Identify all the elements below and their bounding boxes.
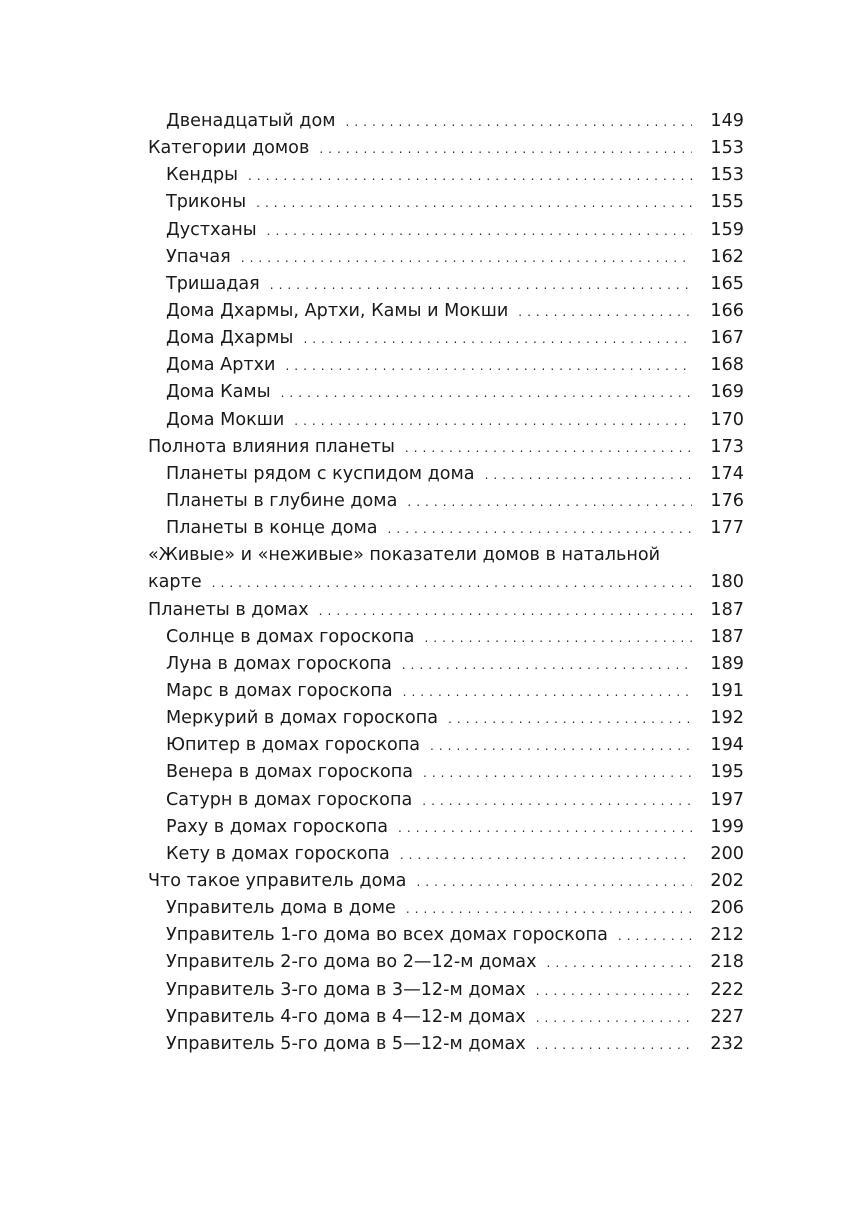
toc-entry bbox=[148, 787, 744, 814]
toc-entry bbox=[148, 977, 744, 1004]
toc-entry-page: 162 bbox=[710, 246, 744, 267]
dot-leader bbox=[212, 570, 692, 597]
toc-entry bbox=[148, 189, 744, 216]
dot-leader bbox=[398, 815, 692, 842]
toc-entry-page: 149 bbox=[710, 111, 744, 131]
dot-leader bbox=[536, 1032, 692, 1059]
dot-leader bbox=[294, 408, 692, 435]
dot-leader bbox=[430, 733, 692, 760]
toc-entry bbox=[148, 461, 744, 488]
dot-leader bbox=[346, 109, 692, 136]
toc-entry bbox=[148, 271, 744, 298]
dot-leader bbox=[618, 923, 692, 950]
toc-entry bbox=[148, 407, 744, 434]
toc-entry-page: 187 bbox=[710, 599, 744, 620]
toc-entry-page: 197 bbox=[710, 789, 744, 810]
toc-entry-title: Категории домов bbox=[148, 138, 310, 159]
toc-entry-title: Меркурий в домах гороскопа bbox=[166, 708, 439, 729]
toc-entry-page: 232 bbox=[710, 1033, 744, 1054]
toc-entry-title: Марс в домах гороскопа bbox=[166, 680, 393, 701]
toc-entry-page: 153 bbox=[710, 165, 744, 186]
dot-leader bbox=[406, 896, 692, 923]
dot-leader bbox=[319, 598, 692, 625]
toc-entry-title: Луна в домах гороскопа bbox=[166, 653, 392, 674]
toc-entry-title: Юпитер в домах гороскопа bbox=[166, 735, 421, 756]
toc-entry-title: Сатурн в домах гороскопа bbox=[166, 789, 413, 810]
toc-entry-title: Раху в домах гороскопа bbox=[166, 816, 389, 837]
toc-entry bbox=[148, 1004, 744, 1031]
dot-leader bbox=[536, 1005, 692, 1032]
toc-entry-title: Управитель 4-го дома в 4—12-м домах bbox=[166, 1006, 526, 1027]
toc-entry bbox=[148, 732, 744, 759]
toc-entry-title: Дома Артхи bbox=[166, 355, 276, 376]
toc-entry-page: 212 bbox=[710, 925, 744, 946]
toc-entry-page: 165 bbox=[710, 273, 744, 294]
toc-entry-title: Упачая bbox=[166, 246, 231, 267]
toc-entry bbox=[148, 298, 744, 325]
dot-leader bbox=[518, 299, 692, 326]
toc-entry-page: 202 bbox=[710, 870, 744, 891]
toc-entry-page: 170 bbox=[710, 409, 744, 430]
toc-entry-title: Солнце в домах гороскопа bbox=[166, 626, 415, 647]
toc-entry-title: Кендры bbox=[166, 165, 239, 186]
toc-entry bbox=[148, 325, 744, 352]
toc-entry-page: 195 bbox=[710, 762, 744, 783]
toc-entry-page: 199 bbox=[710, 816, 744, 837]
toc-entry-page: 159 bbox=[710, 219, 744, 240]
toc-entry-title: «Живые» и «неживые» показатели домов в натальной bbox=[148, 545, 661, 566]
toc-entry-page: 200 bbox=[710, 843, 744, 864]
toc-entry-page: 174 bbox=[710, 463, 744, 484]
dot-leader bbox=[388, 516, 692, 543]
toc-entry-title: Полнота влияния планеты bbox=[148, 436, 395, 457]
toc-entry bbox=[148, 841, 744, 868]
toc-entry bbox=[148, 678, 744, 705]
toc-entry bbox=[148, 379, 744, 406]
dot-leader bbox=[319, 136, 692, 163]
dot-leader bbox=[281, 380, 692, 407]
toc-entry-title: карте bbox=[148, 572, 202, 593]
toc-entry bbox=[148, 868, 744, 895]
toc-entry-title: Двенадцатый дом bbox=[166, 111, 336, 131]
toc-entry-title: Управитель 3-го дома в 3—12-м домах bbox=[166, 979, 526, 1000]
toc-entry bbox=[148, 651, 744, 678]
dot-leader bbox=[546, 950, 692, 977]
toc-entry bbox=[148, 135, 744, 162]
dot-leader bbox=[416, 869, 692, 896]
toc-entry bbox=[148, 949, 744, 976]
toc-entry-title: Планеты в конце дома bbox=[166, 518, 378, 539]
toc-entry-page: 218 bbox=[710, 952, 744, 973]
toc-entry-title: Планеты в домах bbox=[148, 599, 309, 620]
toc-entry-page: 168 bbox=[710, 355, 744, 376]
toc-entry bbox=[148, 759, 744, 786]
toc-entry-page: 189 bbox=[710, 653, 744, 674]
toc-entry-title: Дома Дхармы, Артхи, Камы и Мокши bbox=[166, 300, 509, 321]
toc-entry-page: 177 bbox=[710, 518, 744, 539]
toc-entry-page: 227 bbox=[710, 1006, 744, 1027]
toc-entry-title: Триконы bbox=[166, 192, 247, 213]
toc-entry-page: 167 bbox=[710, 328, 744, 349]
dot-leader bbox=[241, 245, 692, 272]
toc-entry-page: 206 bbox=[710, 898, 744, 919]
table-of-contents bbox=[148, 108, 744, 1058]
toc-entry-page: 173 bbox=[710, 436, 744, 457]
dot-leader bbox=[270, 272, 692, 299]
toc-entry-page: 191 bbox=[710, 680, 744, 701]
dot-leader bbox=[285, 353, 692, 380]
dot-leader bbox=[485, 462, 692, 489]
toc-entry bbox=[148, 162, 744, 189]
toc-entry-title: Планеты в глубине дома bbox=[166, 490, 398, 511]
dot-leader bbox=[303, 326, 692, 353]
toc-entry bbox=[148, 569, 744, 596]
toc-entry bbox=[148, 597, 744, 624]
toc-entry-page: 169 bbox=[710, 382, 744, 403]
toc-entry-wrapped-line bbox=[148, 542, 744, 569]
toc-entry bbox=[148, 515, 744, 542]
toc-entry-page: 153 bbox=[710, 138, 744, 159]
dot-leader bbox=[267, 218, 692, 245]
toc-entry bbox=[148, 922, 744, 949]
dot-leader bbox=[448, 706, 692, 733]
toc-entry bbox=[148, 814, 744, 841]
toc-entry-title: Дустханы bbox=[166, 219, 257, 240]
toc-entry-title: Тришадая bbox=[166, 273, 260, 294]
toc-entry-title: Дома Дхармы bbox=[166, 328, 294, 349]
toc-entry-title: Управитель 5-го дома в 5—12-м домах bbox=[166, 1033, 526, 1054]
dot-leader bbox=[402, 652, 692, 679]
toc-entry bbox=[148, 217, 744, 244]
toc-entry bbox=[148, 244, 744, 271]
toc-entry-title: Дома Мокши bbox=[166, 409, 285, 430]
toc-entry-page: 192 bbox=[710, 708, 744, 729]
toc-entry-page: 222 bbox=[710, 979, 744, 1000]
toc-entry bbox=[148, 352, 744, 379]
toc-entry-title: Дома Камы bbox=[166, 382, 271, 403]
toc-entry-title: Управитель 2-го дома во 2—12-м домах bbox=[166, 952, 537, 973]
toc-entry-page: 155 bbox=[710, 192, 744, 213]
toc-entry bbox=[148, 488, 744, 515]
dot-leader bbox=[423, 760, 692, 787]
toc-entry bbox=[148, 108, 744, 135]
toc-entry-title: Кету в домах гороскопа bbox=[166, 843, 390, 864]
toc-entry-title: Управитель дома в доме bbox=[166, 898, 396, 919]
dot-leader bbox=[256, 190, 692, 217]
toc-entry-page: 187 bbox=[710, 626, 744, 647]
dot-leader bbox=[403, 679, 692, 706]
toc-entry-title: Венера в домах гороскопа bbox=[166, 762, 413, 783]
toc-entry-page: 166 bbox=[710, 300, 744, 321]
toc-entry bbox=[148, 705, 744, 732]
dot-leader bbox=[422, 788, 692, 815]
dot-leader bbox=[424, 625, 692, 652]
toc-entry-page: 176 bbox=[710, 490, 744, 511]
dot-leader bbox=[407, 489, 692, 516]
toc-entry-title: Планеты рядом с куспидом дома bbox=[166, 463, 475, 484]
dot-leader bbox=[405, 435, 692, 462]
toc-entry-page: 180 bbox=[710, 572, 744, 593]
toc-entry-title: Управитель 1-го дома во всех домах гороскопа bbox=[166, 925, 608, 946]
toc-entry bbox=[148, 895, 744, 922]
dot-leader bbox=[536, 978, 692, 1005]
toc-entry bbox=[148, 624, 744, 651]
toc-entry bbox=[148, 434, 744, 461]
toc-entry-title: Что такое управитель дома bbox=[148, 870, 407, 891]
dot-leader bbox=[400, 842, 692, 869]
toc-entry bbox=[148, 1031, 744, 1058]
dot-leader bbox=[248, 163, 692, 190]
toc-entry-page: 194 bbox=[710, 735, 744, 756]
